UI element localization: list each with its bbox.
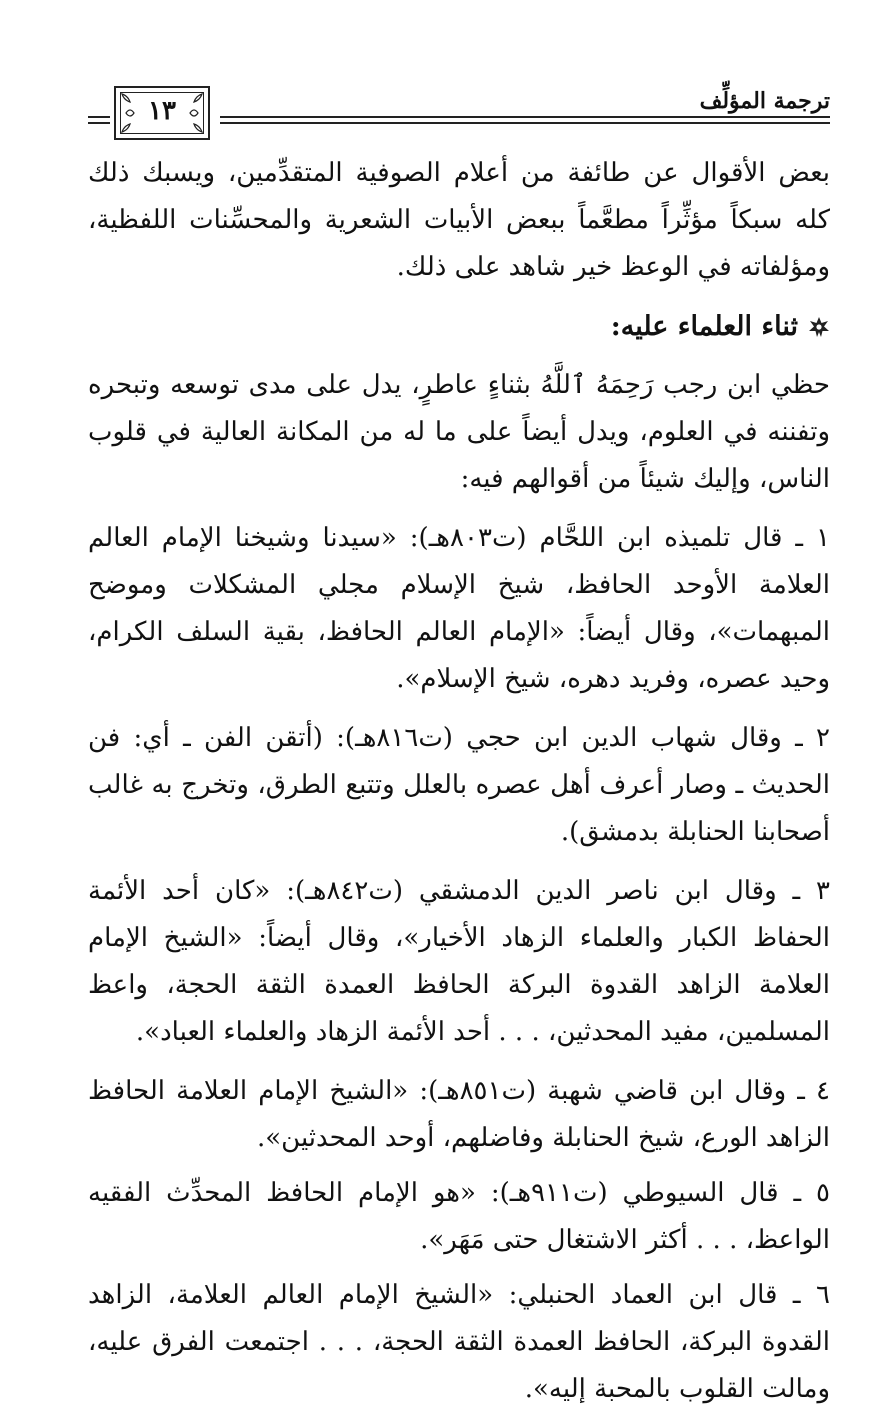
section-heading-text: ثناء العلماء عليه: (610, 311, 798, 342)
flower-bullet-icon (808, 316, 830, 338)
quote-item: ٢ ـ وقال شهاب الدين ابن حجي (ت٨١٦هـ): (أتقن الفن ـ أي: فن الحديث ـ وصار أعرف أهل عصره بالعلل وتتبع الطرق، وتخرج به غالب أصحابنا الحنابلة بدمشق). (88, 723, 830, 847)
page-number-frame (114, 86, 210, 140)
quote-item: ٣ ـ وقال ابن ناصر الدين الدمشقي (ت٨٤٢هـ): «كان أحد الأئمة الحفاظ الكبار والعلماء الزهاد الأخيار»، وقال أيضاً: «الشيخ الإمام العلامة الزاهد القدوة البركة الحافظ العمدة الثقة الحجة، واعظ المسلمين، مفيد المحدثين، . . . أحد الأئمة الزهاد والعلماء العباد». (88, 876, 831, 1047)
header-rule (88, 122, 110, 124)
section-heading (88, 303, 830, 350)
running-header (88, 82, 830, 144)
chapter-title: ترجمة المؤلِّف (699, 88, 830, 114)
header-rule (220, 122, 830, 124)
paragraph: حظي ابن رجب رَحِمَهُ ٱللَّهُ بثناءٍ عاطرٍ، يدل على مدى توسعه وتبحره وتفننه في العلوم، ويدل أيضاً على ما له من المكانة العالية في قلوب الناس، وإليك شيئاً من أقوالهم فيه: (88, 370, 830, 494)
header-rule (88, 116, 110, 118)
quote-item: ٤ ـ وقال ابن قاضي شهبة (ت٨٥١هـ): «الشيخ الإمام العلامة الحافظ الزاهد الورع، شيخ الحنابلة وفاضلهم، أوحد المحدثين». (88, 1076, 830, 1153)
page-body (88, 150, 830, 1421)
page-number: ١٣ (148, 96, 176, 126)
quote-item: ٦ ـ قال ابن العماد الحنبلي: «الشيخ الإمام العالم العلامة، الزاهد القدوة البركة، الحافظ العمدة الثقة الحجة، . . . اجتمعت الفرق عليه، ومالت القلوب بالمحبة إليه». (88, 1280, 830, 1404)
quote-item: ١ ـ قال تلميذه ابن اللحَّام (ت٨٠٣هـ): «سيدنا وشيخنا الإمام العالم العلامة الأوحد الحافظ، شيخ الإسلام مجلي المشكلات وموضح المبهمات»، وقال أيضاً: «الإمام العالم الحافظ، بقية السلف الكرام، وحيد عصره، وفريد دهره، شيخ الإسلام». (88, 523, 830, 694)
paragraph: بعض الأقوال عن طائفة من أعلام الصوفية المتقدِّمين، ويسبك ذلك كله سبكاً مؤثِّراً مطعَّماً ببعض الأبيات الشعرية والمحسِّنات اللفظية، ومؤلفاته في الوعظ خير شاهد على ذلك. (88, 158, 830, 282)
quote-item: ٥ ـ قال السيوطي (ت٩١١هـ): «هو الإمام الحافظ المحدِّث الفقيه الواعظ، . . . أكثر الاشتغال حتى مَهَر». (88, 1178, 830, 1255)
header-rule (220, 116, 830, 118)
